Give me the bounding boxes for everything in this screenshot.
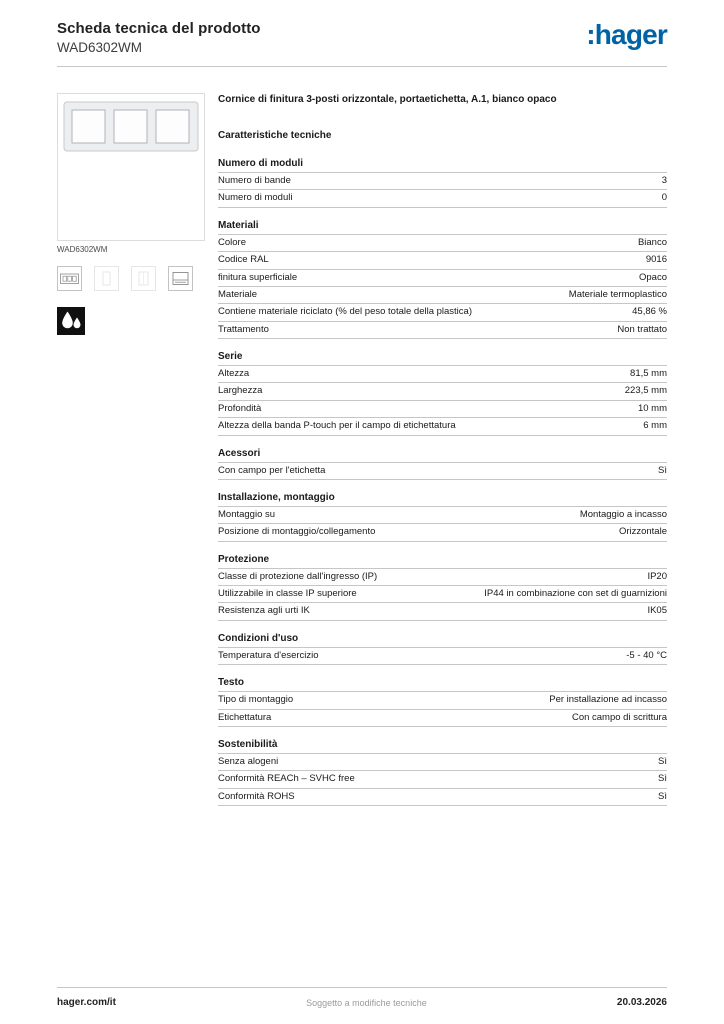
spec-label: Trattamento: [218, 323, 269, 335]
spec-section-title: Serie: [218, 351, 667, 366]
spec-section-title: Materiali: [218, 220, 667, 235]
spec-section-title: Sostenibilità: [218, 739, 667, 754]
spec-section: [218, 492, 667, 542]
spec-value: Sì: [658, 773, 667, 785]
spec-section: [218, 448, 667, 480]
page-title: Scheda tecnica del prodotto: [57, 20, 261, 37]
spec-label: Conformità REACh – SVHC free: [218, 773, 355, 785]
spec-value: 0: [661, 192, 667, 204]
spec-value: 3: [661, 175, 667, 186]
spec-value: 9016: [645, 254, 667, 266]
spec-section-title: Installazione, montaggio: [218, 492, 667, 507]
pictogram-row: [57, 266, 205, 291]
main-content: [57, 93, 667, 818]
spec-value: IP44 in combinazione con set di guarnizioni: [484, 588, 667, 599]
spec-label: Montaggio su: [218, 508, 276, 520]
halogen-free-droplets-icon: [57, 307, 85, 335]
spec-row: [218, 304, 667, 321]
spec-value: Sì: [658, 464, 667, 476]
spec-row: [218, 710, 667, 727]
spec-label: Altezza: [218, 368, 250, 379]
spec-value: IP20: [647, 570, 667, 582]
spec-label: Senza alogeni: [218, 755, 279, 767]
spec-label: Materiale: [218, 288, 258, 300]
spec-row: [218, 463, 667, 480]
spec-sections: [218, 158, 667, 806]
spec-row: [218, 190, 667, 207]
spec-value: 10 mm: [637, 402, 667, 414]
spec-row: [218, 173, 667, 190]
spec-value: IK05: [647, 605, 667, 617]
product-code: WAD6302WM: [57, 40, 143, 55]
spec-row: [218, 692, 667, 709]
spec-row: [218, 648, 667, 665]
spec-row: [218, 383, 667, 400]
header-text-block: [57, 20, 261, 55]
spec-value: Orizzontale: [618, 526, 667, 538]
spec-label: Profondità: [218, 402, 262, 414]
spec-row: [218, 418, 667, 435]
spec-label: Classe di protezione dall'ingresso (IP): [218, 570, 378, 582]
spec-value: Opaco: [639, 271, 667, 283]
plate-pictogram-icon: [94, 266, 119, 291]
spec-section: [218, 633, 667, 665]
spec-label: Numero di bande: [218, 175, 291, 186]
header: [57, 20, 667, 67]
spec-value: 81,5 mm: [630, 368, 667, 379]
spec-label: Utilizzabile in classe IP superiore: [218, 588, 357, 599]
product-image: [57, 93, 205, 241]
spec-label: Larghezza: [218, 385, 263, 397]
spec-label: Con campo per l'etichetta: [218, 464, 326, 476]
spec-row: [218, 569, 667, 586]
spec-row: [218, 524, 667, 541]
spec-label: Altezza della banda P-touch per il campo di etichettatura: [218, 420, 456, 432]
hager-logo: :hager: [586, 19, 667, 50]
spec-label: finitura superficiale: [218, 271, 298, 283]
spec-value: Sì: [658, 790, 667, 802]
product-description: Cornice di finitura 3-posti orizzontale, portaetichetta, A.1, bianco opaco: [218, 94, 557, 105]
spec-row: [218, 252, 667, 269]
spec-section-title: Acessori: [218, 448, 667, 463]
spec-value: Per installazione ad incasso: [549, 694, 667, 706]
spec-value: Montaggio a incasso: [579, 508, 667, 520]
spec-label: Colore: [218, 236, 246, 248]
spec-row: [218, 789, 667, 806]
spec-value: Bianco: [637, 236, 667, 248]
spec-label: Resistenza agli urti IK: [218, 605, 310, 617]
spec-section: [218, 351, 667, 436]
spec-row: [218, 270, 667, 287]
spec-label: Codice RAL: [218, 254, 269, 266]
spec-value: Non trattato: [617, 323, 667, 335]
spec-row: [218, 507, 667, 524]
flush-box-pictogram-icon: [168, 266, 193, 291]
footer-disclaimer: Soggetto a modifiche tecniche: [306, 997, 427, 1008]
spec-label: Numero di moduli: [218, 192, 293, 204]
product-column: [57, 93, 205, 818]
frame-3gang-pictogram-icon: [57, 266, 82, 291]
spec-row: [218, 586, 667, 603]
spec-value: Con campo di scrittura: [571, 711, 667, 723]
spec-row: [218, 366, 667, 383]
spec-label: Posizione di montaggio/collegamento: [218, 526, 376, 538]
plate-pictogram-2-icon: [131, 266, 156, 291]
spec-value: 45,86 %: [632, 306, 667, 318]
specs-column: [218, 93, 667, 818]
spec-value: 223,5 mm: [624, 385, 667, 397]
spec-label: Conformità ROHS: [218, 790, 295, 802]
spec-value: Sì: [658, 755, 667, 767]
footer: [57, 987, 667, 1024]
spec-value: Materiale termoplastico: [568, 288, 667, 300]
spec-row: [218, 322, 667, 339]
spec-value: -5 - 40 °C: [626, 649, 667, 661]
spec-row: [218, 603, 667, 620]
spec-section-title: Protezione: [218, 554, 667, 569]
tech-characteristics-heading: Caratteristiche tecniche: [218, 130, 332, 141]
spec-label: Etichettatura: [218, 711, 272, 723]
spec-label: Contiene materiale riciclato (% del peso totale della plastica): [218, 306, 472, 318]
spec-row: [218, 287, 667, 304]
spec-label: Tipo di montaggio: [218, 694, 294, 706]
spec-section: [218, 677, 667, 727]
spec-section-title: Condizioni d'uso: [218, 633, 667, 648]
spec-value: 6 mm: [643, 420, 667, 432]
footer-date: 20.03.2026: [616, 997, 667, 1008]
spec-section: [218, 220, 667, 339]
spec-section-title: Numero di moduli: [218, 158, 667, 173]
product-image-caption: WAD6302WM: [57, 245, 108, 254]
spec-section: [218, 158, 667, 208]
spec-section-title: Testo: [218, 677, 667, 692]
spec-section: [218, 554, 667, 621]
spec-row: [218, 401, 667, 418]
footer-website: hager.com/it: [57, 997, 116, 1008]
frame-product-drawing: [58, 94, 204, 240]
spec-row: [218, 771, 667, 788]
spec-row: [218, 235, 667, 252]
spec-section: [218, 739, 667, 806]
spec-label: Temperatura d'esercizio: [218, 649, 319, 661]
spec-row: [218, 754, 667, 771]
